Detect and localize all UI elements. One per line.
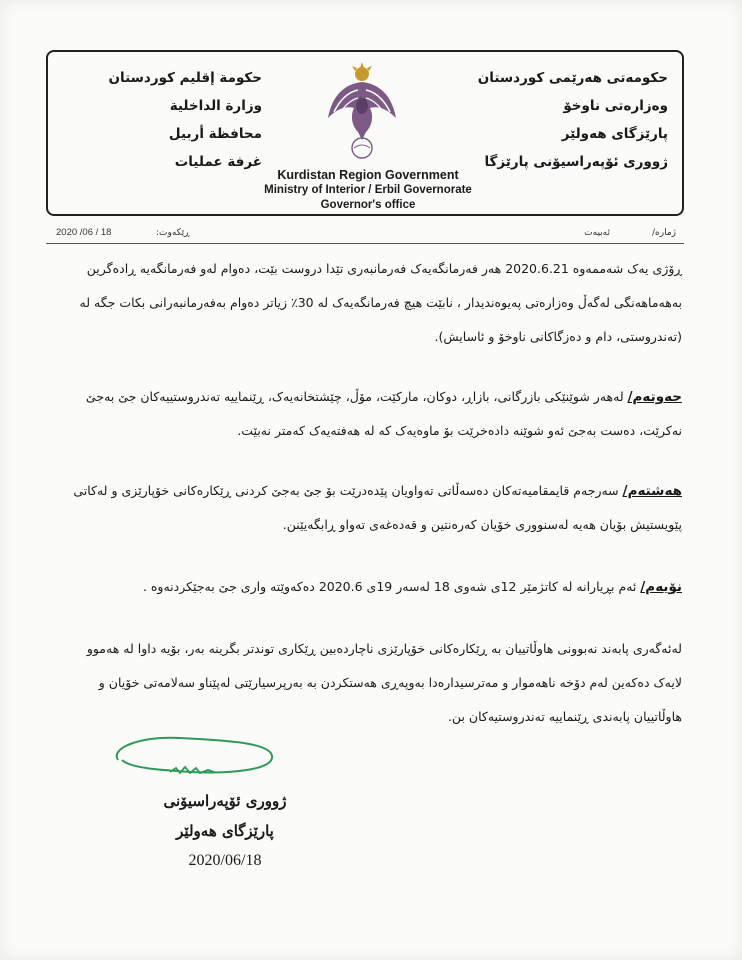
paragraph-eighth: [60, 474, 682, 542]
arabic-line: غرفة عمليات: [174, 154, 262, 170]
signature-date: 2020/06/18: [188, 852, 262, 869]
arabic-line: محافظة أربيل: [168, 126, 262, 142]
ninth-label: نۆیەم/: [640, 579, 682, 595]
english-line: Kurdistan Region Government: [277, 168, 459, 182]
arabic-line: وزارة الداخلية: [169, 98, 262, 114]
english-line: Ministry of Interior / Erbil Governorate: [264, 184, 472, 196]
letterhead-arabic: [62, 64, 262, 176]
paragraph-seventh: [60, 380, 682, 448]
signature-line-2: پارێزگای هەولێر: [176, 822, 274, 840]
english-line: Governor's office: [320, 199, 416, 211]
eighth-label: هەشتەم/: [622, 483, 682, 499]
paragraph-intro: ڕۆژی یەک شەممەوە 2020.6.21 هەر فەرمانگەیەک فەرمانبەری تێدا دروست بێت، دەوام لەو فەرمانگەیە ڕادەگرین بەهەماهەنگی لەگەڵ وەزارەتی پەیوەندیدار ، نابێت هیچ فەرمانگەیەک لە 30٪ زیاتر دەوام بەفەرمانبەرانی بکات جگە لە (تەندروستی، دام و دەزگاکانی ناوخۆ و ئاسایش).: [79, 261, 682, 344]
divider: [46, 243, 684, 244]
reference-bar: [46, 224, 684, 246]
kurdish-line: ژووری ئۆپەراسیۆنی پارێزگا: [484, 154, 668, 170]
reference-date-label: ڕێکەوت:: [156, 228, 190, 238]
letterhead-kurdish: [453, 64, 668, 176]
kurdistan-emblem-icon: [314, 60, 410, 160]
letter-body: [60, 252, 682, 734]
reference-confirm-label: ئەبیەت: [584, 228, 610, 238]
arabic-line: حكومة إقليم كوردستان: [108, 70, 262, 86]
signature-block: [130, 786, 320, 876]
kurdish-line: وەزارەتی ناوخۆ: [563, 98, 668, 114]
paragraph-ninth: [60, 570, 682, 604]
signature-line-1: ژووری ئۆپەراسیۆنی: [163, 792, 287, 810]
paragraph-closing: لەئەگەری پابەند نەبوونی هاوڵاتییان بە ڕێکارەکانی خۆپارێزی ناچاردەبین ڕێکاری توندتر بگرینە بەر، بۆیە داوا لە هەموو لایەک دەکەین لەم دۆخە ناهەموار و مەترسیدارەدا بەوپەڕی هەستکردن بە بەرپرسیارێتی لەپێناو سەلامەتی خۆیان و هاوڵاتییان پابەندی ڕێنماییە تەندروستیەکان بن.: [86, 641, 682, 724]
ninth-text: ئەم بڕیارانە لە کاتژمێر 12ی شەوی 18 لەسەر 19ی 2020.6 دەکەوێتە واری جێ بەجێکردنەوە .: [142, 579, 637, 594]
seventh-text: لەهەر شوێنێکی بازرگانی، بازاڕ، دوکان، مارکێت، مۆڵ، چێشتخانەیەک، ڕێنماییە تەندروستییەکان جێ بەجێ نەکرێت، دەست بەجێ ئەو شوێنە دادەخرێت بۆ ماوەیەک کە لە هەفتەیەک کەمتر نەبێت.: [85, 389, 682, 438]
reference-number-label: ژمارە/: [651, 228, 676, 238]
kurdish-line: پارێزگای هەولێر: [561, 126, 668, 142]
letterhead: [46, 50, 684, 216]
seventh-label: حەوتەم/: [627, 389, 682, 405]
reference-date-value: 2020 /06 / 18: [56, 227, 112, 238]
eighth-text: سەرجەم قایمقامیەتەکان دەسەڵاتی تەواویان پێدەدرێت بۆ جێ بەجێ کردنی ڕێکارەکانی خۆپارێزی و لەکاتی پێویستیش بۆیان هەیە لەسنووری خۆیان کەرەنتین و قەدەغەی تەواو ڕابگەیێنن.: [73, 483, 682, 532]
kurdish-line: حکومەتی هەرێمی کوردستان: [477, 70, 668, 86]
letterhead-english: [218, 168, 518, 213]
